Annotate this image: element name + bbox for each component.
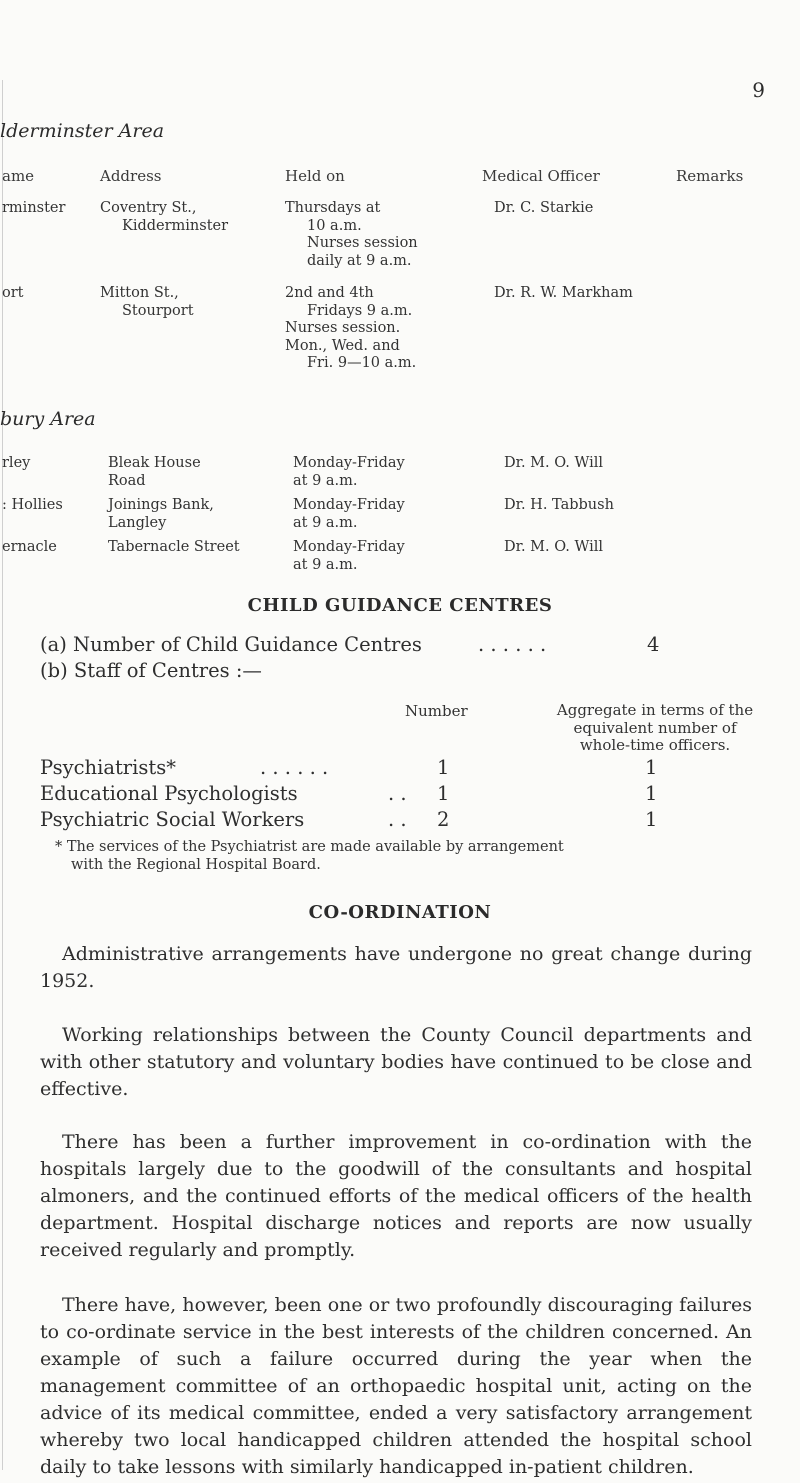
coordination-heading: CO-ORDINATION <box>308 902 492 923</box>
child-guidance-heading: CHILD GUIDANCE CENTRES <box>247 595 553 616</box>
leader-dots: . . . . . . <box>260 756 329 779</box>
staff-label: (b) Staff of Centres :— <box>40 659 262 682</box>
footnote: * The services of the Psychiatrist are made available by arrangement with the Regional Hospital Board. <box>55 839 564 873</box>
paragraph: There have, however, been one or two profoundly discouraging failures to co-ordinate service in the best interests of the children concerned. An example of such a failure occurred during the year when the management committee of an orthopaedic hospital unit, acting on the advice of its medical committee, ended a very satisfactory arrangement whereby two local handicapped children attended the hospital school daily to take lessons with similarly handicapped in-patient children. <box>40 1294 752 1478</box>
staff-number: 2 <box>437 808 450 831</box>
staff-number: 1 <box>437 782 450 805</box>
leader-dots: . . <box>388 782 407 805</box>
table-row-held-on: Monday-Friday at 9 a.m. <box>293 455 405 489</box>
table-row-name: ernacle <box>2 539 57 555</box>
table-row-address: Joinings Bank, Langley <box>108 497 214 531</box>
section-title-bury: bury Area <box>0 408 96 430</box>
table-row-medical-officer: Dr. M. O. Will <box>504 455 604 471</box>
paragraph: Working relationships between the County Council departments and with other statutory and voluntary bodies have continued to be close and effective. <box>40 1024 752 1100</box>
section-title-kidderminster: lderminster Area <box>0 120 165 142</box>
column-header-remarks: Remarks <box>676 167 744 185</box>
table-row-held-on: Monday-Friday at 9 a.m. <box>293 539 405 573</box>
staff-aggregate: 1 <box>645 756 658 779</box>
column-header-name: ame <box>2 167 35 185</box>
leader-dots: . . . . . . <box>478 633 547 656</box>
staff-role: Psychiatric Social Workers <box>40 808 305 831</box>
table-row-address: Mitton St., Stourport <box>100 285 194 319</box>
table-row-address: Tabernacle Street <box>108 539 240 555</box>
staff-column-number: Number <box>405 702 468 720</box>
column-header-held-on: Held on <box>285 167 345 185</box>
staff-column-aggregate: Aggregate in terms of the equivalent number of whole-time officers. <box>556 701 754 754</box>
table-row-name: ort <box>2 285 24 301</box>
leader-dots: . . <box>388 808 407 831</box>
table-row-name: rminster <box>2 200 66 216</box>
centres-count-value: 4 <box>647 633 660 656</box>
table-row-address: Coventry St., Kidderminster <box>100 200 229 234</box>
staff-number: 1 <box>437 756 450 779</box>
page-number: 9 <box>752 78 765 102</box>
column-header-medical-officer: Medical Officer <box>482 167 600 185</box>
table-row-name: : Hollies <box>2 497 63 513</box>
paragraph: There has been a further improvement in co-ordination with the hospitals largely due to the goodwill of the consultants and hospital almoners, and the continued efforts of the medical officers of the health department. Hospital discharge notices and reports are now usually received regularly and promptly. <box>40 1131 752 1261</box>
table-row-medical-officer: Dr. M. O. Will <box>504 539 604 555</box>
table-row-medical-officer: Dr. R. W. Markham <box>494 285 633 301</box>
staff-role: Educational Psychologists <box>40 782 298 805</box>
table-row-held-on: Thursdays at 10 a.m. Nurses session daily at 9 a.m. <box>285 200 418 269</box>
table-row-held-on: Monday-Friday at 9 a.m. <box>293 497 405 531</box>
table-row-name: rley <box>2 455 31 471</box>
table-row-address: Bleak House Road <box>108 455 201 489</box>
table-row-held-on: 2nd and 4th Fridays 9 a.m. Nurses session. Mon., Wed. and Fri. 9—10 a.m. <box>285 285 417 371</box>
staff-aggregate: 1 <box>645 808 658 831</box>
column-header-address: Address <box>100 167 162 185</box>
table-row-medical-officer: Dr. H. Tabbush <box>504 497 614 513</box>
staff-role: Psychiatrists* <box>40 756 176 779</box>
staff-aggregate: 1 <box>645 782 658 805</box>
centres-count-label: (a) Number of Child Guidance Centres <box>40 633 422 656</box>
table-row-medical-officer: Dr. C. Starkie <box>494 200 594 216</box>
paragraph: Administrative arrangements have undergone no great change during 1952. <box>40 943 752 992</box>
